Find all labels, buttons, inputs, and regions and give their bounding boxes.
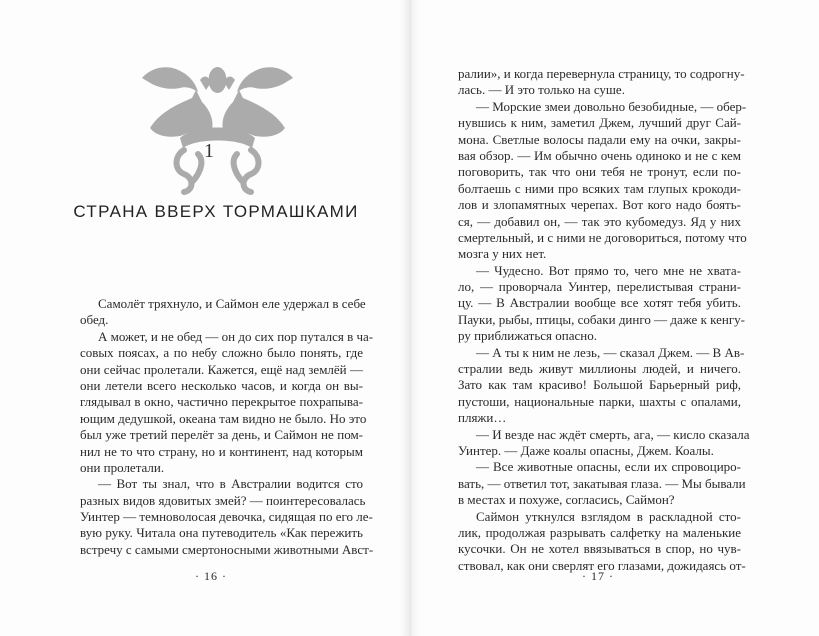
- text-line: — Вот ты знал, что в Австралии водится сто: [98, 476, 363, 492]
- text-line: лов и злопамятных черепах. Вот кого надо боять-: [458, 197, 741, 213]
- right-page: [409, 0, 819, 636]
- text-line: вая обзор. — Им обычно очень одиноко и не с кем: [458, 147, 741, 163]
- text-line: лась. — И это только на суше.: [458, 82, 625, 98]
- text-line: встречу с самыми смертоносными животными Авст-: [80, 541, 374, 557]
- text-line: был уже третий перелёт за день, и Саймон не пом-: [80, 427, 363, 443]
- text-line: нил не то что страну, но и континент, над которым: [80, 443, 363, 459]
- text-line: ся, — добавил он, — так это кубомедуз. Яд у них: [458, 213, 741, 229]
- text-line: вать, — ответил тот, закатывая глаза. — Мы бывали: [458, 475, 746, 491]
- text-line: ствовал, как они сверлят его глазами, дожидаясь от-: [458, 557, 746, 573]
- text-line: Пауки, рыбы, птицы, собаки динго — даже к кенгу-: [458, 311, 746, 327]
- text-line: А может, и не обед — он до сих пор путался в ча-: [98, 328, 374, 344]
- text-line: — Морские змеи довольно безобидные, — обер-: [476, 98, 747, 114]
- text-line: кусочки. Он не хотел ввязываться в спор, но чув-: [458, 541, 741, 557]
- left-page: [0, 0, 409, 636]
- book-gutter-shadow: [400, 0, 420, 636]
- text-line: — И везде нас ждёт смерть, ага, — кисло сказала: [476, 426, 750, 442]
- text-line: обед.: [80, 312, 109, 328]
- text-line: смертельный, и с ними не договориться, потому что: [458, 229, 747, 245]
- text-line: ру приближаться опасно.: [458, 328, 597, 344]
- page-number-left: · 16 ·: [195, 569, 227, 583]
- text-line: — А ты к ним не лезь, — сказал Джем. — В Ав-: [476, 344, 745, 360]
- text-line: мона. Светлые волосы падали ему на очки, закры-: [458, 131, 741, 147]
- text-line: они летели всего несколько часов, и когда он вы-: [80, 377, 363, 393]
- text-line: глядывал в окно, частично перекрытое похрапыва-: [80, 394, 363, 410]
- text-line: Саймон уткнулся взглядом в раскладной сто-: [476, 508, 741, 524]
- text-line: вую руку. Читала она путеводитель «Как пережить: [80, 525, 363, 541]
- text-line: они пролетали.: [80, 459, 165, 475]
- text-line: Уинтер. — Даже коалы опасны, Джем. Коалы.: [458, 442, 714, 458]
- chapter-number: 1: [204, 140, 214, 162]
- text-line: поговорить, так что они тебя не тронут, если по-: [458, 164, 741, 180]
- chapter-emblem-icon: [140, 58, 295, 196]
- text-line: нувшись к ним, заметил Джем, лучший друг Сай-: [458, 115, 741, 131]
- text-line: в местах и похуже, согласись, Саймон?: [458, 492, 675, 508]
- text-line: лик, продолжая разрывать салфетку на маленькие: [458, 524, 741, 540]
- text-line: Самолёт тряхнуло, и Саймон еле удержал в себе: [98, 296, 366, 311]
- text-line: Уинтер — темноволосая девочка, сидящая по его ле-: [80, 509, 373, 525]
- page-number-right: · 17 ·: [582, 569, 614, 583]
- text-line: — Все животные опасны, если их спровоциро-: [476, 459, 741, 475]
- text-line: — Чудесно. Вот прямо то, чего мне не хвата-: [476, 262, 741, 278]
- text-line: мозга у них нет.: [458, 246, 547, 262]
- text-line: ющим дедушкой, океана там видно не было. Но это: [80, 410, 367, 426]
- text-line: Зато как там красиво! Большой Барьерный риф,: [458, 377, 741, 393]
- right-page-text: [458, 66, 750, 574]
- text-line: пустоши, национальные парки, шахты с опалами,: [458, 393, 741, 409]
- text-line: разных видов ядовитых змей? — поинтересовалась: [80, 492, 366, 508]
- text-line: они сейчас пролетали. Кажется, ещё над землёй —: [80, 361, 363, 377]
- text-line: болтаешь с ними про всяких там глупых крокоди-: [458, 180, 741, 196]
- text-line: пляжи…: [458, 410, 507, 426]
- text-line: ло, — проворчала Уинтер, перелистывая страни-: [458, 279, 741, 295]
- chapter-title: СТРАНА ВВЕРХ ТОРМАШКАМИ: [73, 202, 359, 221]
- text-line: ралии», и когда перевернула страницу, то содрогну-: [458, 66, 745, 81]
- text-line: стралии ведь живут миллионы людей, и ничего.: [458, 361, 741, 377]
- text-line: совых поясах, а по небу сложно было понять, где: [80, 345, 363, 361]
- text-line: цу. — В Австралии вообще все хотят тебя убить.: [458, 295, 741, 311]
- left-page-text: [80, 296, 374, 558]
